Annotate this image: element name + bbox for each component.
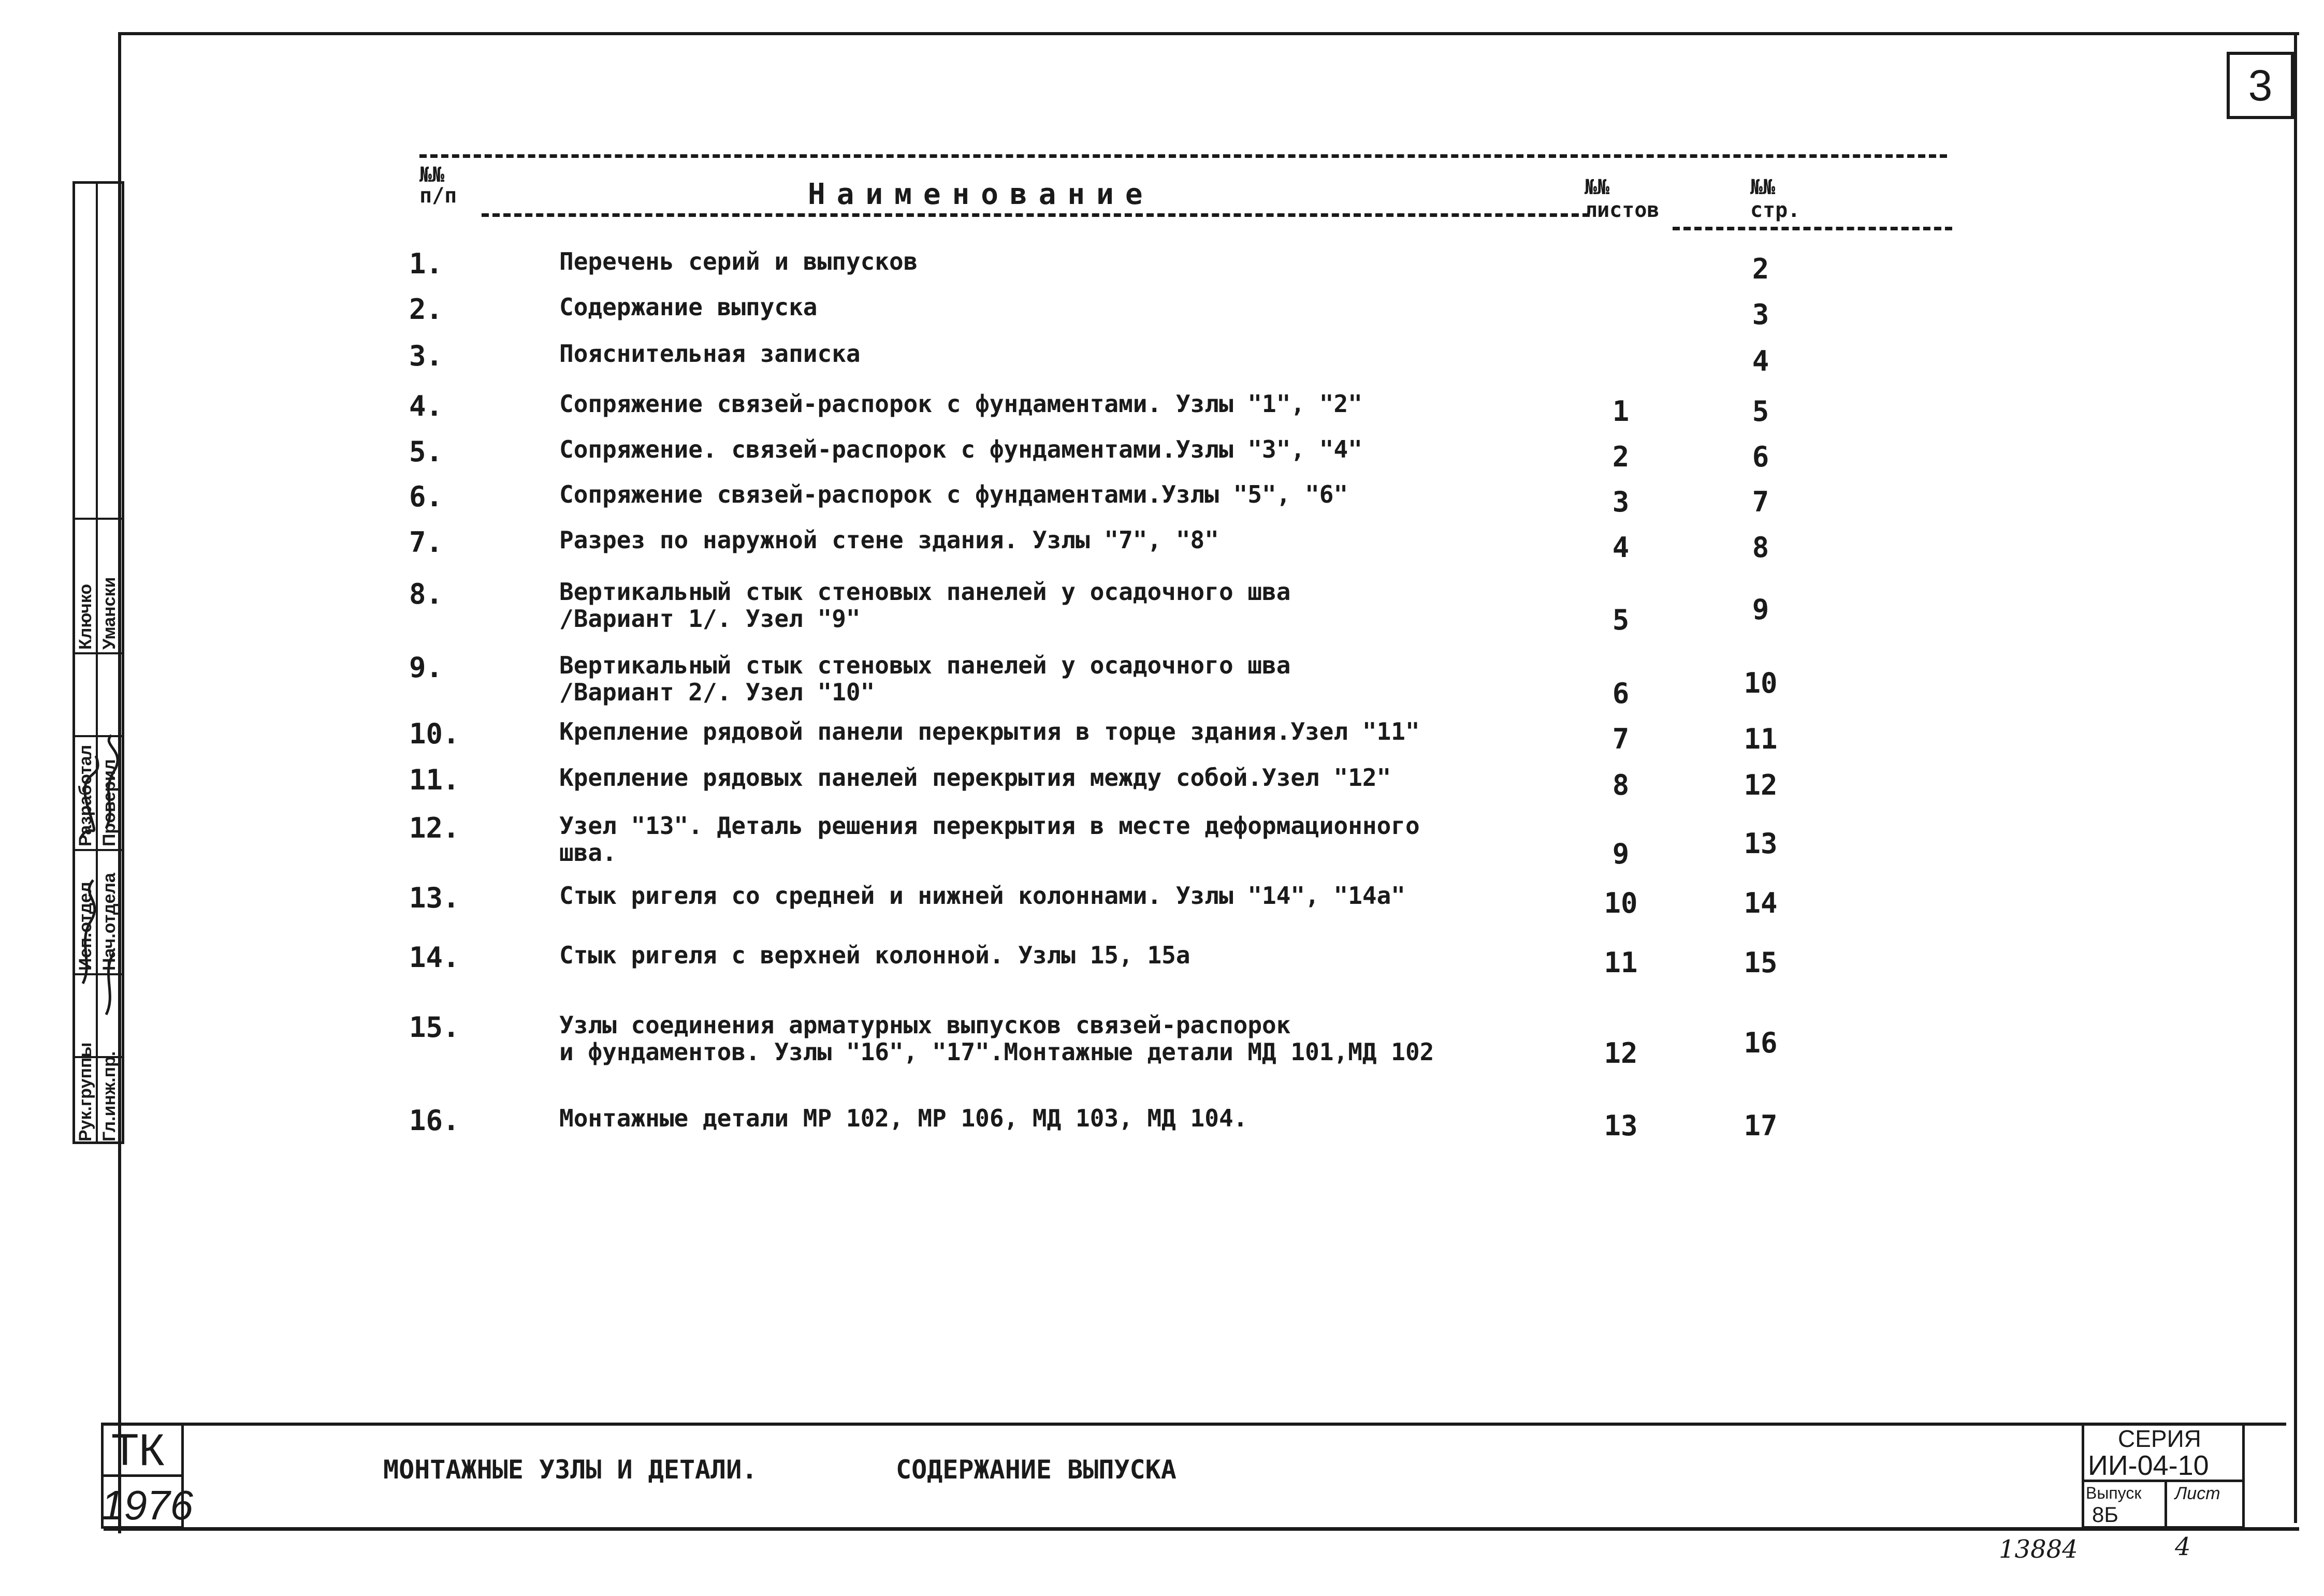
stamp-dept-1: Рук.группы: [76, 1042, 95, 1141]
frame-bottom: [104, 1527, 2299, 1531]
issue-value: 8Б: [2092, 1502, 2118, 1527]
row-sheets: 4: [1612, 531, 1630, 564]
row-page: 7: [1752, 486, 1769, 518]
row-number: 13.: [409, 882, 460, 914]
row-number: 9.: [409, 651, 443, 684]
row-number: 3.: [409, 340, 443, 372]
row-name: Пояснительная записка: [559, 340, 861, 368]
row-sheets: 6: [1612, 677, 1630, 710]
sheet-label: Лист: [2175, 1484, 2220, 1503]
row-page: 6: [1752, 441, 1769, 473]
header-name: Наименование: [808, 178, 1154, 211]
row-name: Крепление рядовых панелей перекрытия между собой.Узел "12": [559, 764, 1391, 792]
header-right-rule: [1673, 227, 1952, 230]
row-name: Вертикальный стык стеновых панелей у осадочного шва /Вариант 2/. Узел "10": [559, 651, 1291, 706]
footer-title-left: МОНТАЖНЫЕ УЗЛЫ И ДЕТАЛИ.: [383, 1455, 758, 1485]
row-page: 17: [1744, 1109, 1778, 1142]
row-number: 11.: [409, 764, 460, 796]
row-name: Монтажные детали МР 102, МР 106, МД 103, МД 104.: [559, 1104, 1248, 1132]
row-number: 1.: [409, 247, 443, 280]
row-sheets: 7: [1612, 723, 1630, 755]
row-page: 4: [1752, 345, 1769, 377]
issue-label: Выпуск: [2086, 1484, 2142, 1502]
row-name: Вертикальный стык стеновых панелей у осадочного шва /Вариант 1/. Узел "9": [559, 578, 1291, 633]
org-code: ТК: [111, 1425, 165, 1475]
series-label: СЕРИЯ: [2118, 1425, 2201, 1452]
footer-title-right: СОДЕРЖАНИЕ ВЫПУСКА: [896, 1455, 1176, 1485]
row-number: 16.: [409, 1104, 460, 1137]
stamp-rule-1: [72, 518, 124, 520]
row-name: Перечень серий и выпусков: [559, 247, 918, 275]
row-number: 7.: [409, 526, 443, 559]
header-mid-rule: [482, 213, 1590, 217]
row-name: Стык ригеля со средней и нижней колоннами. Узлы "14", "14а": [559, 882, 1405, 910]
row-number: 14.: [409, 941, 460, 974]
row-sheets: 5: [1612, 604, 1630, 636]
header-sheets: №№ листов: [1585, 175, 1660, 222]
row-number: 15.: [409, 1011, 460, 1044]
row-page: 9: [1752, 593, 1769, 626]
page-number: 3: [2227, 52, 2294, 119]
row-page: 8: [1752, 531, 1769, 564]
row-page: 13: [1744, 827, 1778, 860]
row-number: 8.: [409, 578, 443, 610]
stamp-other-2: Нач.отдела: [99, 873, 119, 971]
archive-number: 13884: [1999, 1535, 2078, 1564]
year: 1976: [101, 1482, 193, 1528]
header-page: №№ стр.: [1750, 175, 1800, 222]
row-name: Узлы соединения арматурных выпусков связей-распорок и фундаментов. Узлы "16", "17".Монтажные детали МД 101,МД 102: [559, 1011, 1434, 1066]
row-sheets: 9: [1612, 838, 1630, 870]
row-name: Крепление рядовой панели перекрытия в торце здания.Узел "11": [559, 718, 1420, 745]
row-sheets: 10: [1604, 887, 1638, 919]
row-name: Сопряжение. связей-распорок с фундаментами.Узлы "3", "4": [559, 435, 1362, 463]
row-sheets: 11: [1604, 946, 1638, 979]
row-page: 12: [1744, 769, 1778, 801]
row-page: 11: [1744, 723, 1778, 755]
row-page: 16: [1744, 1027, 1778, 1059]
row-sheets: 2: [1612, 441, 1630, 473]
signature-marks: [70, 652, 127, 1066]
stamp-dept-2: Гл.инж.пр.: [99, 1051, 119, 1141]
row-sheets: 12: [1604, 1037, 1638, 1070]
stamp-name-1: Ключко: [76, 583, 95, 650]
row-sheets: 13: [1604, 1109, 1638, 1142]
header-top-rule: [419, 154, 1947, 158]
row-sheets: 3: [1612, 486, 1630, 518]
stamp-role-developer: Разработал: [76, 744, 95, 846]
row-page: 15: [1744, 946, 1778, 979]
series-col-rule: [2165, 1480, 2167, 1529]
row-page: 5: [1752, 395, 1769, 428]
row-number: 12.: [409, 812, 460, 844]
row-number: 2.: [409, 293, 443, 326]
stamp-role-checker: Проверил: [99, 759, 119, 846]
row-page: 3: [1752, 298, 1769, 331]
frame-right: [2294, 32, 2297, 1523]
sheet-number: 4: [2175, 1532, 2191, 1561]
series-value: ИИ-04-10: [2088, 1450, 2209, 1481]
stamp-name-2: Умански: [99, 577, 119, 650]
row-number: 5.: [409, 435, 443, 468]
stamp-other-1: Исп.отдел: [76, 882, 95, 971]
header-number: №№ п/п: [419, 163, 457, 208]
row-page: 2: [1752, 253, 1769, 285]
row-number: 10.: [409, 718, 460, 750]
row-number: 4.: [409, 390, 443, 422]
row-name: Сопряжение связей-распорок с фундаментами.Узлы "5", "6": [559, 480, 1348, 508]
row-name: Стык ригеля с верхней колонной. Узлы 15, 15а: [559, 941, 1190, 969]
row-page: 10: [1744, 667, 1778, 699]
frame-top: [119, 32, 2299, 35]
row-name: Узел "13". Деталь решения перекрытия в месте деформационного шва.: [559, 812, 1420, 867]
row-sheets: 8: [1612, 769, 1630, 801]
row-name: Разрез по наружной стене здания. Узлы "7", "8": [559, 526, 1219, 554]
row-page: 14: [1744, 887, 1778, 919]
footer-divider: [101, 1423, 2286, 1426]
row-name: Содержание выпуска: [559, 293, 818, 321]
row-number: 6.: [409, 480, 443, 513]
row-sheets: 1: [1612, 395, 1630, 428]
row-name: Сопряжение связей-распорок с фундаментами. Узлы "1", "2": [559, 390, 1362, 418]
